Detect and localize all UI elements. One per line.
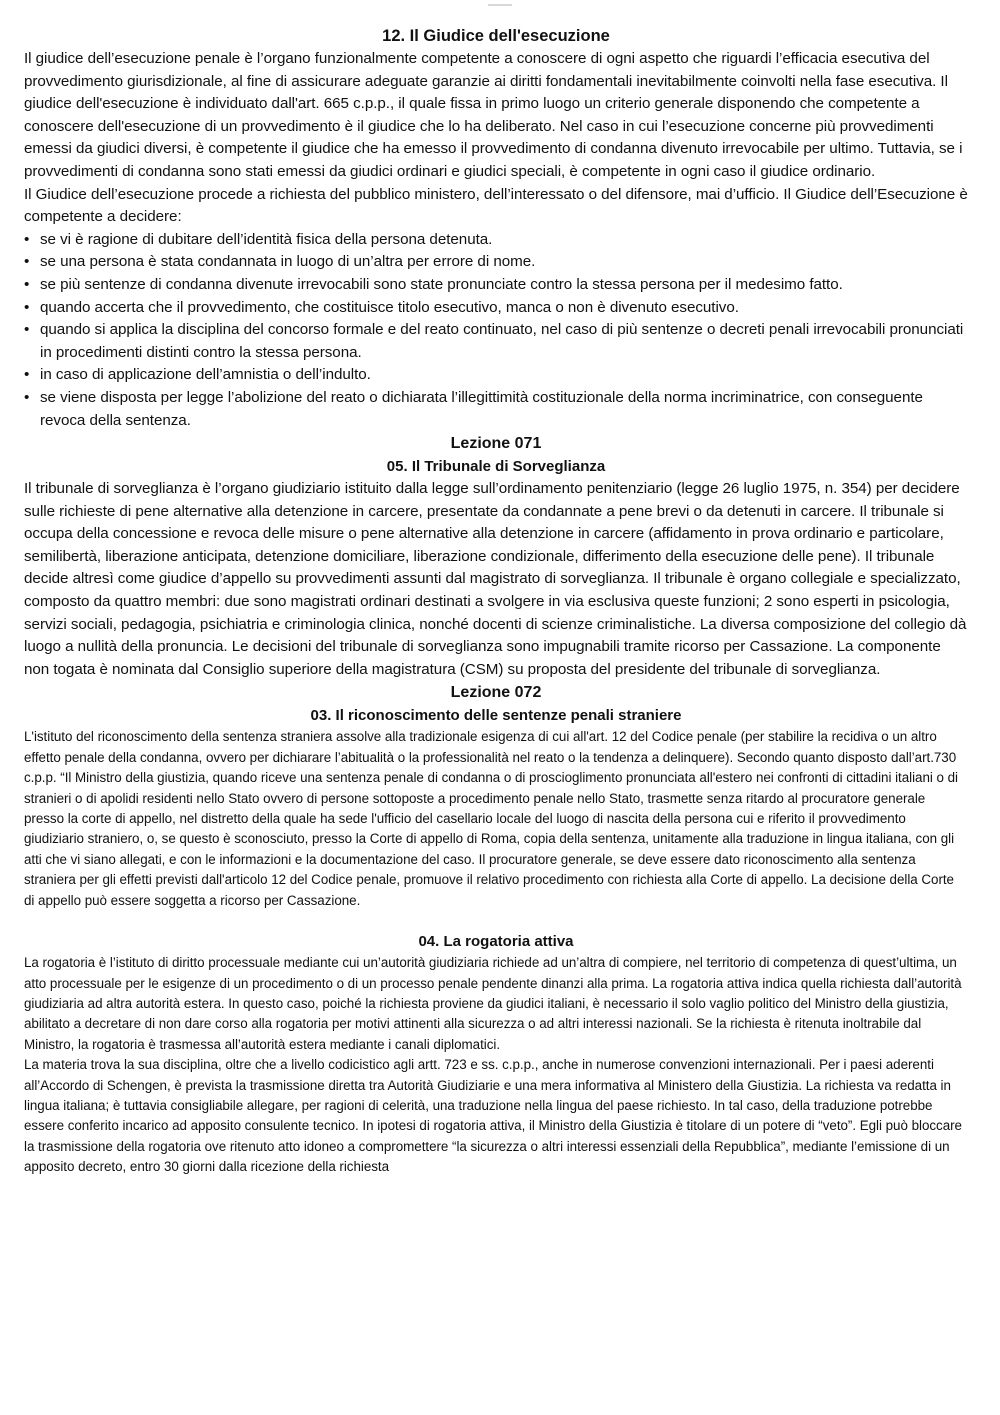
list-item bbox=[24, 297, 968, 320]
section-title-rogatoria-attiva: 04. La rogatoria attiva bbox=[418, 933, 574, 951]
section-title-riconoscimento-sentenze: 03. Il riconoscimento delle sentenze penali straniere bbox=[310, 707, 682, 725]
bullet-list-competenze bbox=[24, 229, 968, 432]
list-item-text: quando accerta che il provvedimento, che costituisce titolo esecutivo, manca o non è divenuto esecutivo. bbox=[40, 298, 739, 316]
bullet-icon: • bbox=[24, 298, 30, 316]
list-item-text: se vi è ragione di dubitare dell’identità fisica della persona detenuta. bbox=[40, 230, 493, 248]
paragraph-giudice-esecuzione-intro: Il giudice dell’esecuzione penale è l’organo funzionalmente competente a conoscere di ogni aspetto che riguardi l’efficacia esecutiva del provvedimento giurisdizionale, al fine di assicurare adeguate garanzie ai diritti fondamentali inevitabilmente coinvolti nella fase esecutiva. Il giudice dell'esecuzione è individuato dall'art. 665 c.p.p., il quale fissa in primo luogo un criterio generale disponendo che competente a conoscere dell'esecuzione di un provvedimento è il giudice che lo ha deliberato. Nel caso in cui l’esecuzione concerne più provvedimenti emessi da giudici diversi, è competente il giudice che ha emesso il provvedimento di condanna divenuto irrevocabile per ultimo. Tuttavia, se i provvedimenti di condanna sono stati emessi da giudici ordinari e giudici speciali, è competente in ogni caso il giudice ordinario. bbox=[24, 50, 963, 180]
section-spacer bbox=[24, 911, 968, 931]
document-page bbox=[24, 25, 968, 1178]
list-item-text: se più sentenze di condanna divenute irrevocabili sono state pronunciate contro la stessa persona per il medesimo fatto. bbox=[40, 275, 843, 293]
list-item bbox=[24, 274, 968, 297]
list-item-text: in caso di applicazione dell’amnistia o dell’indulto. bbox=[40, 366, 371, 384]
lesson-title-071: Lezione 071 bbox=[450, 435, 542, 453]
bullet-icon: • bbox=[24, 253, 30, 271]
bullet-icon: • bbox=[24, 275, 30, 293]
paragraph-riconoscimento-sentenze: L'istituto del riconoscimento della sentenza straniera assolve alla tradizionale esigenza di cui all'art. 12 del Codice penale (per stabilire la recidiva o un altro effetto penale della condanna, ovvero per dichiarare l’abitualità o la professionalità nel reato o la tendenza a delinquere). Secondo quanto disposto dall’art.730 c.p.p. “Il Ministro della giustizia, quando riceve una sentenza penale di condanna o di proscioglimento pronunciata all'estero nei confronti di cittadini italiani o di stranieri o di apolidi residenti nello Stato ovvero di persone sottoposte a procedimento penale nello Stato, trasmette senza ritardo al procuratore generale presso la corte di appello, nel distretto della quale ha sede l'ufficio del casellario locale del luogo di nascita della persona cui e riferito il provvedimento giudiziario straniero, o, se questo è sconosciuto, presso la Corte di appello di Roma, copia della sentenza, unitamente alla traduzione in lingua italiana, con gli atti che vi siano allegati, e con le informazioni e la documentazione del caso. Il procuratore generale, se deve essere dato riconoscimento alla sentenza straniera per gli effetti previsti dall'articolo 12 del Codice penale, promuove il relativo procedimento con richiesta alla Corte di appello. La decisione della Corte di appello può essere soggetta a ricorso per Cassazione. bbox=[24, 729, 958, 908]
bullet-icon: • bbox=[24, 321, 30, 339]
bullet-icon: • bbox=[24, 366, 30, 384]
section-title-tribunale-sorveglianza: 05. Il Tribunale di Sorveglianza bbox=[386, 458, 606, 476]
list-item-text: se viene disposta per legge l’abolizione del reato o dichiarata l’illegittimità costituzionale della norma incriminatrice, con conseguente revoca della sentenza. bbox=[40, 388, 923, 429]
list-item-text: se una persona è stata condannata in luogo di un’altra per errore di nome. bbox=[40, 253, 536, 271]
lesson-title-072: Lezione 072 bbox=[450, 684, 542, 702]
paragraph-rogatoria-definizione: La rogatoria è l’istituto di diritto processuale mediante cui un’autorità giudiziaria richiede ad un’altra di compiere, nel territorio di competenza di quest’ultima, un atto processuale per le esigenze di un procedimento o di un processo penale pendente dinanzi alla prima. La rogatoria attiva indica quella richiesta dall’autorità giudiziaria ad altra autorità estera. In questo caso, poiché la richiesta proviene da giudici italiani, è necessario il solo vaglio politico del Ministro della giustizia, abilitato a decretare di non dare corso alla rogatoria per motivi attinenti alla sicurezza o ad altri interessi nazionali. Se la richiesta è ritenuta inoltrabile dal Ministro, la rogatoria è trasmessa all’autorità estera mediante i canali diplomatici. bbox=[24, 955, 962, 1052]
list-item bbox=[24, 229, 968, 252]
list-item bbox=[24, 251, 968, 274]
paragraph-rogatoria-disciplina: La materia trova la sua disciplina, oltre che a livello codicistico agli artt. 723 e ss. c.p.p., anche in numerose convenzioni internazionali. Per i paesi aderenti all’Accordo di Schengen, è prevista la trasmissione diretta tra Autorità Giudiziarie e una mera informativa al Ministero della Giustizia. La richiesta va redatta in lingua italiana; è tuttavia consigliabile allegare, per ragioni di celerità, una traduzione nella lingua del paese richiesto. In tal caso, della traduzione potrebbe essere conferito incarico ad apposito consulente tecnico. In ipotesi di rogatoria attiva, il Ministro della Giustizia è titolare di un potere di “veto”. Egli può bloccare la trasmissione della rogatoria ove ritenuto atto idoneo a compromettere “la sicurezza o altri interessi essenziali della Repubblica”, mediante l’emissione di un apposito decreto, entro 30 giorni dalla ricezione della richiesta bbox=[24, 1057, 962, 1175]
bullet-icon: • bbox=[24, 388, 30, 406]
list-item bbox=[24, 319, 968, 364]
list-item bbox=[24, 364, 968, 387]
page-header-mark bbox=[488, 4, 512, 6]
list-item-text: quando si applica la disciplina del concorso formale e del reato continuato, nel caso di più sentenze o decreti penali irrevocabili pronunciati in procedimenti distinti contro la stessa persona. bbox=[40, 321, 964, 361]
list-item bbox=[24, 387, 968, 432]
section-title-giudice-esecuzione: 12. Il Giudice dell'esecuzione bbox=[382, 27, 610, 45]
paragraph-tribunale-sorveglianza: Il tribunale di sorveglianza è l’organo giudiziario istituito dalla legge sull’ordinamento penitenziario (legge 26 luglio 1975, n. 354) per decidere sulle richieste di pene alternative alla detenzione in carcere, presentate da condannate a pene brevi o da detenuti in carcere. Il tribunale si occupa della concessione e revoca delle misure o pene alternative alla detenzione in carcere (affidamento in prova ordinario e particolare, semilibertà, liberazione anticipata, detenzione domiciliare, liberazione condizionale, differimento della esecuzione delle pene). Il tribunale decide altresì come giudice d’appello su provvedimenti assunti dal magistrato di sorveglianza. Il tribunale è organo collegiale e specializzato, composto da quattro membri: due sono magistrati ordinari destinati a svolgere in via esclusiva queste funzioni; 2 sono esperti in psicologia, servizi sociali, pedagogia, psichiatria e criminologia clinica, nonché docenti di scienze criminalistiche. La diversa composizione del collegio dà luogo a nullità della pronuncia. Le decisioni del tribunale di sorveglianza sono impugnabili tramite ricorso per Cassazione. La componente non togata è nominata dal Consiglio superiore della magistratura (CSM) su proposta del presidente del tribunale di sorveglianza. bbox=[24, 480, 967, 678]
bullet-icon: • bbox=[24, 230, 30, 248]
paragraph-giudice-esecuzione-competenze: Il Giudice dell’esecuzione procede a richiesta del pubblico ministero, dell’interessato o del difensore, mai d’ufficio. Il Giudice dell’Esecuzione è competente a decidere: bbox=[24, 185, 968, 226]
